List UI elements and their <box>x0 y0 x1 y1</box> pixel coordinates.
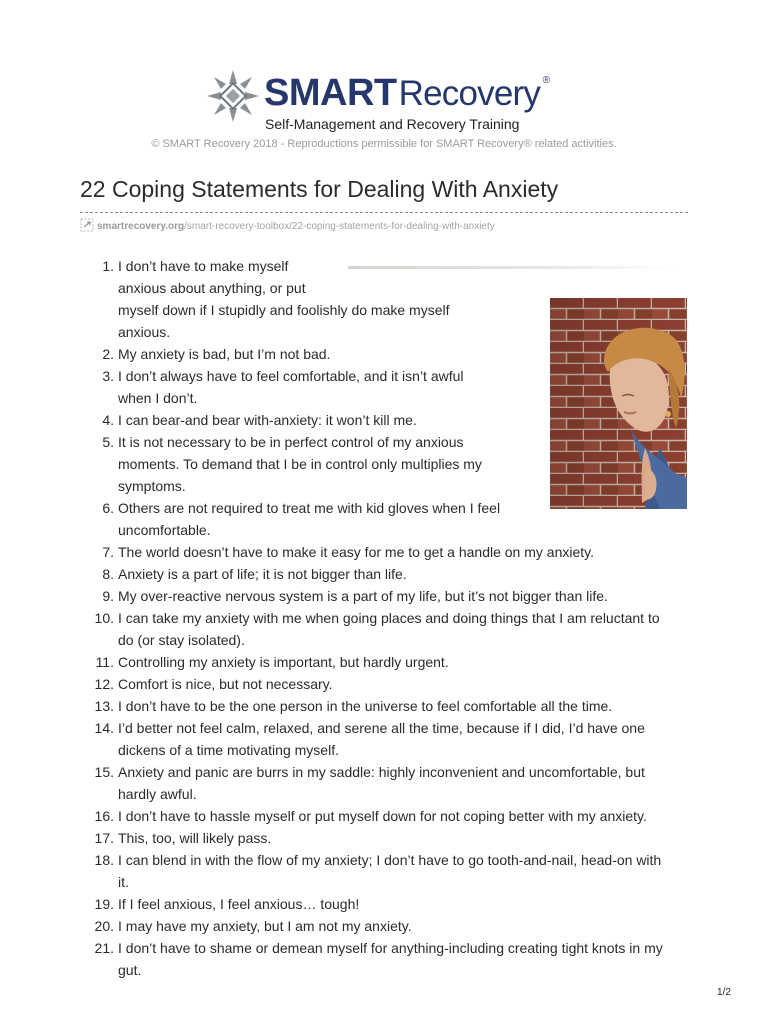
list-item-line: I may have my anxiety, but I am not my anxiety. <box>118 918 412 934</box>
list-item-number: 8. <box>102 566 114 582</box>
list-item <box>94 607 698 651</box>
list-item <box>102 541 698 563</box>
tagline: Self-Management and Recovery Training <box>265 116 520 132</box>
list-item-number: 13. <box>94 698 114 714</box>
dashed-divider <box>80 212 688 213</box>
page-title: 22 Coping Statements for Dealing With Anxiety <box>80 176 559 202</box>
list-item-number: 10. <box>94 610 114 626</box>
list-item-line: uncomfortable. <box>118 522 211 538</box>
list-item-line: Comfort is nice, but not necessary. <box>118 676 333 692</box>
list-item-line: I’d better not feel calm, relaxed, and serene all the time, because if I did, I’d have one <box>118 720 645 736</box>
list-item-line: I can bear-and bear with-anxiety: it won’t kill me. <box>118 412 417 428</box>
list-item <box>102 255 698 343</box>
list-item-line: I don’t have to shame or demean myself for anything-including creating tight knots in my <box>118 940 663 956</box>
list-item-line: hardly awful. <box>118 786 197 802</box>
list-item-line: This, too, will likely pass. <box>118 830 272 846</box>
page-number: 1/2 <box>717 987 731 998</box>
list-item-number: 6. <box>102 500 114 516</box>
list-item-line: It is not necessary to be in perfect control of my anxious <box>118 434 464 450</box>
list-item <box>102 409 698 431</box>
list-item <box>102 365 698 409</box>
list-item-line: Controlling my anxiety is important, but hardly urgent. <box>118 654 449 670</box>
list-item-line: moments. To demand that I be in control only multiplies my <box>118 456 482 472</box>
list-item <box>94 915 698 937</box>
list-item-line: I don’t have to hassle myself or put myself down for not coping better with my anxiety. <box>118 808 647 824</box>
list-item-line: myself down if I stupidly and foolishly do make myself <box>118 302 450 318</box>
list-item <box>94 893 698 915</box>
list-item-number: 21. <box>94 940 114 956</box>
list-item-number: 5. <box>102 434 114 450</box>
list-item <box>95 651 698 673</box>
list-item-number: 20. <box>94 918 114 934</box>
list-item-line: The world doesn’t have to make it easy for me to get a handle on my anxiety. <box>118 544 594 560</box>
list-item-number: 12. <box>94 676 114 692</box>
list-item-line: I can blend in with the flow of my anxiety; I don’t have to go tooth-and-nail, head-on with <box>118 852 662 868</box>
list-item <box>94 761 698 805</box>
list-item-line: dickens of a time motivating myself. <box>118 742 339 758</box>
list-item-line: I don’t always have to feel comfortable, and it isn’t awful <box>118 368 464 384</box>
list-item-line: My over-reactive nervous system is a part of my life, but it’s not bigger than life. <box>118 588 608 604</box>
list-item-number: 9. <box>102 588 114 604</box>
source-path[interactable]: /smart-recovery-toolbox/22-coping-statements-for-dealing-with-anxiety <box>184 221 495 232</box>
list-item-line: I don’t have to be the one person in the universe to feel comfortable all the time. <box>118 698 613 714</box>
list-item-number: 1. <box>102 258 114 274</box>
list-item-number: 2. <box>102 346 114 362</box>
list-item <box>94 827 698 849</box>
list-item-number: 19. <box>94 896 114 912</box>
list-item <box>94 937 698 981</box>
copyright-notice: © SMART Recovery 2018 - Reproductions permissible for SMART Recovery® related activities. <box>151 138 617 150</box>
list-item <box>94 717 698 761</box>
list-item-line: Others are not required to treat me with kid gloves when I feel <box>118 500 501 516</box>
list-item-line: If I feel anxious, I feel anxious… tough! <box>118 896 360 912</box>
coping-statements-list <box>94 255 698 981</box>
list-item-number: 18. <box>94 852 114 868</box>
list-item-line: do (or stay isolated). <box>118 632 245 648</box>
list-item-line: I don’t have to make myself <box>118 258 289 274</box>
brand-wordmark <box>264 72 551 114</box>
list-item-number: 11. <box>95 654 114 670</box>
brand-recovery: Recovery <box>398 74 541 113</box>
list-item <box>102 585 698 607</box>
list-item-number: 16. <box>94 808 114 824</box>
source-domain[interactable]: smartrecovery.org <box>97 221 185 232</box>
list-item-line: I can take my anxiety with me when going places and doing things that I am reluctant to <box>118 610 660 626</box>
list-item-line: Anxiety is a part of life; it is not bigger than life. <box>118 566 407 582</box>
list-item <box>94 673 698 695</box>
list-item-line: symptoms. <box>118 478 186 494</box>
list-item-line: it. <box>118 874 129 890</box>
list-item-line: when I don’t. <box>118 390 198 406</box>
header <box>0 68 768 138</box>
brand-smart: SMART <box>264 72 397 114</box>
list-item-line: My anxiety is bad, but I’m not bad. <box>118 346 331 362</box>
list-item <box>102 497 698 541</box>
list-item <box>94 695 698 717</box>
list-item-number: 7. <box>102 544 114 560</box>
list-item-number: 4. <box>102 412 114 428</box>
list-item <box>102 431 698 497</box>
list-item-line: anxious about anything, or put <box>118 280 306 296</box>
list-item-line: anxious. <box>118 324 171 340</box>
registered-mark: ® <box>542 75 551 86</box>
list-item <box>102 343 698 365</box>
compass-star-icon <box>206 69 260 123</box>
list-item-number: 3. <box>102 368 114 384</box>
list-item <box>94 849 698 893</box>
list-item-number: 14. <box>94 720 114 736</box>
source-link[interactable] <box>80 218 495 232</box>
list-item-number: 17. <box>94 830 114 846</box>
list-item-line: Anxiety and panic are burrs in my saddle: highly inconvenient and uncomfortable, but <box>118 764 645 780</box>
list-item-number: 15. <box>94 764 114 780</box>
list-item <box>94 805 698 827</box>
list-item-line: gut. <box>118 962 142 978</box>
link-icon <box>80 218 94 232</box>
list-item <box>102 563 698 585</box>
